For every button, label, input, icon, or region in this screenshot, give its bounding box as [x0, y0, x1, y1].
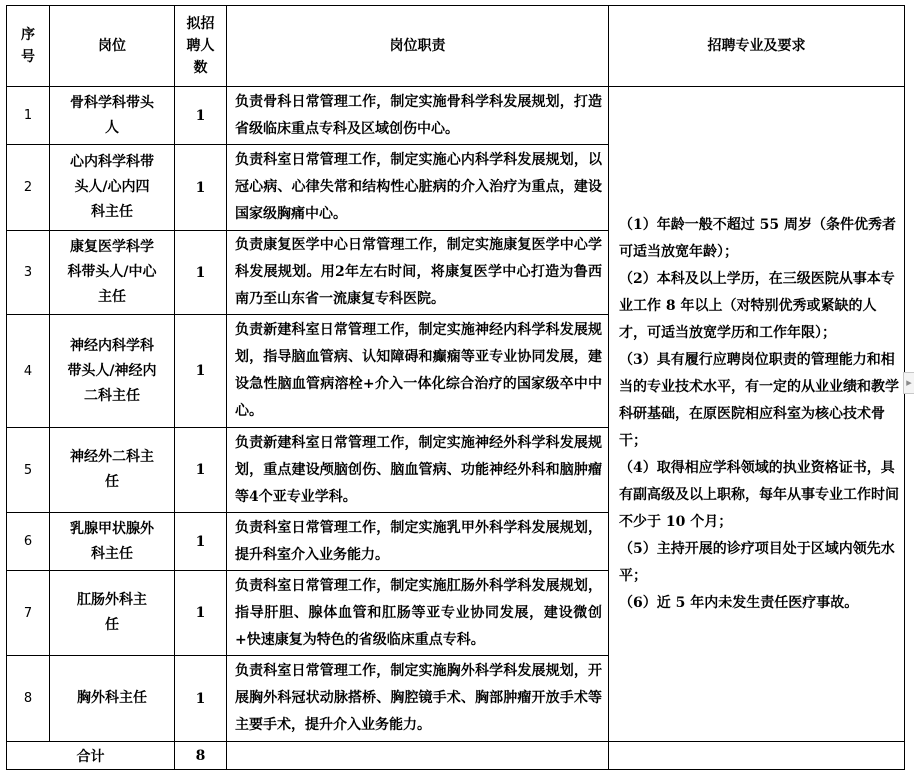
- table-row: [7, 87, 905, 145]
- header-requirements: 招聘专业及要求: [609, 6, 905, 87]
- expand-handle-icon[interactable]: ▸: [903, 372, 914, 394]
- row-no: 7: [7, 571, 50, 656]
- row-no: 6: [7, 513, 50, 571]
- total-empty-cell: [609, 742, 905, 770]
- requirement-item: （3）具有履行应聘岗位职责的管理能力和相当的专业技术水平，有一定的从业业绩和教学科研基础，在原医院相应科室为核心技术骨干；: [619, 351, 899, 449]
- row-duty: 负责科室日常管理工作，制定实施心内科学科发展规划，以冠心病、心律失常和结构性心脏病的介入治疗为重点，建设国家级胸痛中心。: [227, 145, 609, 231]
- row-no: 2: [7, 145, 50, 231]
- row-position: 神经内科学科带头人/神经内二科主任: [50, 315, 175, 428]
- header-position: 岗位: [50, 6, 175, 87]
- row-position: 心内科学科带头人/心内四科主任: [50, 145, 175, 231]
- row-position: 神经外二科主任: [50, 428, 175, 513]
- header-count: 拟招聘人数: [175, 6, 227, 87]
- total-empty-cell: [227, 742, 609, 770]
- row-no: 3: [7, 231, 50, 315]
- row-count: 1: [175, 231, 227, 315]
- header-row: [7, 6, 905, 87]
- total-label: 合计: [7, 742, 175, 770]
- row-duty: 负责新建科室日常管理工作，制定实施神经外科学科发展规划，重点建设颅脑创伤、脑血管病、功能神经外科和脑肿瘤等4个亚专业学科。: [227, 428, 609, 513]
- header-no: 序号: [7, 6, 50, 87]
- row-no: 8: [7, 656, 50, 742]
- row-count: 1: [175, 145, 227, 231]
- row-count: 1: [175, 656, 227, 742]
- row-position: 骨科学科带头人: [50, 87, 175, 145]
- requirement-item: （4）取得相应学科领域的执业资格证书，具有副高级及以上职称，每年从事专业工作时间不少于 10 个月；: [619, 459, 899, 530]
- row-no: 4: [7, 315, 50, 428]
- row-count: 1: [175, 513, 227, 571]
- row-duty: 负责科室日常管理工作，制定实施乳甲外科学科发展规划，提升科室介入业务能力。: [227, 513, 609, 571]
- row-duty: 负责骨科日常管理工作，制定实施骨科学科发展规划，打造省级临床重点专科及区域创伤中心。: [227, 87, 609, 145]
- header-duty: 岗位职责: [227, 6, 609, 87]
- row-count: 1: [175, 571, 227, 656]
- requirement-item: （2）本科及以上学历，在三级医院从事本专业工作 8 年以上（对特别优秀或紧缺的人才，可适当放宽学历和工作年限）；: [619, 270, 895, 341]
- row-position: 乳腺甲状腺外科主任: [50, 513, 175, 571]
- row-count: 1: [175, 87, 227, 145]
- row-position: 胸外科主任: [50, 656, 175, 742]
- recruitment-table: [6, 5, 905, 770]
- row-position: 康复医学科学科带头人/中心主任: [50, 231, 175, 315]
- total-row: [7, 742, 905, 770]
- row-position: 肛肠外科主任: [50, 571, 175, 656]
- requirement-item: （6）近 5 年内未发生责任医疗事故。: [619, 594, 859, 611]
- requirement-item: （1）年龄一般不超过 55 周岁（条件优秀者可适当放宽年龄）；: [619, 216, 896, 260]
- row-no: 5: [7, 428, 50, 513]
- row-duty: 负责康复医学中心日常管理工作，制定实施康复医学中心学科发展规划。用2年左右时间，将康复医学中心打造为鲁西南乃至山东省一流康复专科医院。: [227, 231, 609, 315]
- row-no: 1: [7, 87, 50, 145]
- row-count: 1: [175, 428, 227, 513]
- total-count: 8: [175, 742, 227, 770]
- row-duty: 负责科室日常管理工作，制定实施胸外科学科发展规划，开展胸外科冠状动脉搭桥、胸腔镜手术、胸部肿瘤开放手术等主要手术，提升介入业务能力。: [227, 656, 609, 742]
- requirements-cell: [609, 87, 905, 742]
- requirement-item: （5）主持开展的诊疗项目处于区域内领先水平；: [619, 540, 895, 584]
- row-duty: 负责科室日常管理工作，制定实施肛肠外科学科发展规划，指导肝胆、腺体血管和肛肠等亚专业协同发展，建设微创+快速康复为特色的省级临床重点专科。: [227, 571, 609, 656]
- row-count: 1: [175, 315, 227, 428]
- row-duty: 负责新建科室日常管理工作，制定实施神经内科学科发展规划，指导脑血管病、认知障碍和癫痫等亚专业协同发展，建设急性脑血管病溶栓+介入一体化综合治疗的国家级卒中中心。: [227, 315, 609, 428]
